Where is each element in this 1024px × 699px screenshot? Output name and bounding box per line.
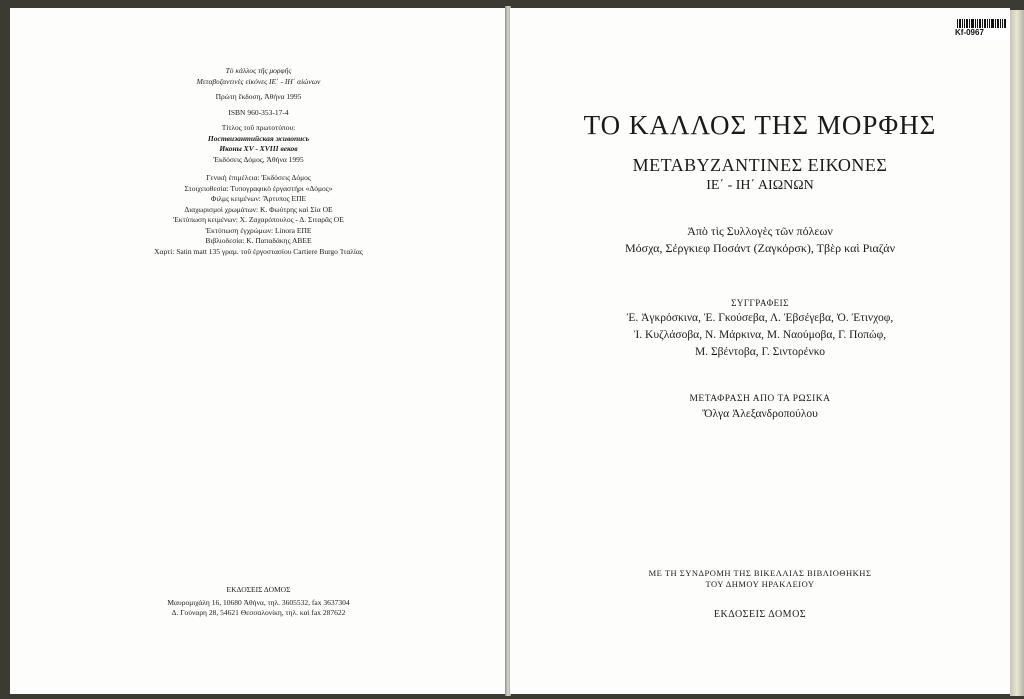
original-title-line1: Поствизантийская живопись	[207, 133, 310, 143]
support-line2: ΤΟΥ ΔΗΜΟΥ ΗΡΑΚΛΕΙΟΥ	[705, 579, 815, 589]
credit-line: Βιβλιοδεσία: Κ. Παπαδάκης ΑΒΕΕ	[205, 236, 312, 245]
credit-line: Διαχωρισμοὶ χρωμάτων: Κ. Φωύτρης καὶ Σία ΟΕ	[184, 204, 333, 214]
right-publisher: ΕΚΔΟΣΕΙΣ ΔΟΜΟΣ	[713, 609, 807, 620]
book-centuries: ΙΕ΄ - ΙΗ΄ ΑΙΩΝΩΝ	[706, 178, 814, 193]
translation-label: ΜΕΤΑΦΡΑΣΗ ΑΠΟ ΤΑ ΡΩΣΙΚΑ	[689, 394, 831, 404]
origin-line2: Μόσχα, Σέργκιεφ Ποσάντ (Ζαγκόρσκ), Τβὲρ καὶ Ριαζάν	[624, 241, 896, 255]
credit-line: Ἐκτύπωση κειμένων: Χ. Ζαχαρόπουλος - Δ. Σιταρᾶς ΟΕ	[173, 215, 344, 224]
colophon-title: Τὸ κάλλος τῆς μορφῆς	[225, 66, 292, 75]
original-title-line2: Иконы XV - XVIII веков	[219, 144, 298, 153]
authors-line: Ἐ. Ἀγκρόσκινα, Ἐ. Γκούσεβα, Λ. Ἐβσέγεβα, Ὀ. Ἐτινχοφ,	[626, 312, 894, 324]
credits-list	[10, 173, 507, 257]
colophon-subtitle: Μεταβυζαντινὲς εἰκόνες ΙΕ΄ - ΙΗ΄ αἰώνων	[196, 76, 321, 86]
credit-line: Γενικὴ ἐπιμέλεια: Ἐκδόσεις Δόμος	[206, 173, 311, 182]
left-page	[10, 8, 508, 694]
colophon	[10, 66, 507, 165]
page-edges	[1010, 10, 1024, 696]
credit-line: Χαρτί: Satin matt 135 γραμ. τοῦ ἐργοστασίου Cartiere Burgo Ἰταλίας	[154, 246, 363, 256]
support-note	[510, 568, 1010, 590]
credit-line: Φιλμς κειμένων: Ἄρτυπος ΕΠΕ	[210, 194, 307, 203]
origin-line1: Ἀπὸ τὶς Συλλογὲς τῶν πόλεων	[687, 224, 833, 238]
translator-name: Ὄλγα Ἀλεξανδροπούλου	[702, 408, 818, 420]
collection-origin	[510, 223, 1010, 257]
book-title: ΤΟ ΚΑΛΛΟΣ ΤΗΣ ΜΟΡΦΗΣ	[583, 110, 937, 140]
authors-label: ΣΥΓΓΡΑΦΕΙΣ	[731, 298, 789, 308]
authors-line: Ἰ. Κυζλάσοβα, Ν. Μάρκινα, Μ. Ναούμοβα, Γ. Ποπώφ,	[633, 329, 887, 341]
colophon-edition: Πρώτη ἔκδοση, Ἀθήνα 1995	[215, 92, 302, 101]
publisher-name: ΕΚΔΟΣΕΙΣ ΔΟΜΟΣ	[226, 585, 291, 594]
right-page	[510, 8, 1010, 694]
credit-line: Ἐκτύπωση ἐγχρώμων: Linora ΕΠΕ	[205, 225, 312, 235]
authors-list	[510, 310, 1010, 361]
publisher-address-thessaloniki: Δ. Γούναρη 28, 54621 Θεσσαλονίκη, τηλ. καὶ fax 287622	[171, 608, 346, 617]
book-subtitle: ΜΕΤΑΒΥΖΑΝΤΙΝΕΣ ΕΙΚΟΝΕΣ	[632, 155, 888, 175]
publisher-block	[10, 585, 507, 619]
publisher-address-athens: Μαυρομιχάλη 16, 10680 Ἀθήνα, τηλ. 3605532, fax 3637304	[167, 597, 350, 607]
original-publisher: Ἐκδόσεις Δόμος, Ἀθήνα 1995	[213, 154, 304, 164]
support-line1: ΜΕ ΤΗ ΣΥΝΔΡΟΜΗ ΤΗΣ ΒΙΚΕΛΑΙΑΣ ΒΙΒΛΙΟΘΗΚΗΣ	[648, 568, 872, 578]
colophon-isbn: ISBN 960-353-17-4	[228, 107, 289, 117]
original-title-label: Τίτλος τοῦ πρωτοτύπου:	[221, 123, 296, 132]
authors-line: Μ. Σβέντοβα, Γ. Σιντορένκο	[695, 346, 825, 358]
barcode-label: Kf-0967	[955, 28, 984, 37]
credit-line: Στοιχειοθεσία: Τυπογραφικὸ ἐργαστήρι «Δόμος»	[184, 183, 333, 193]
